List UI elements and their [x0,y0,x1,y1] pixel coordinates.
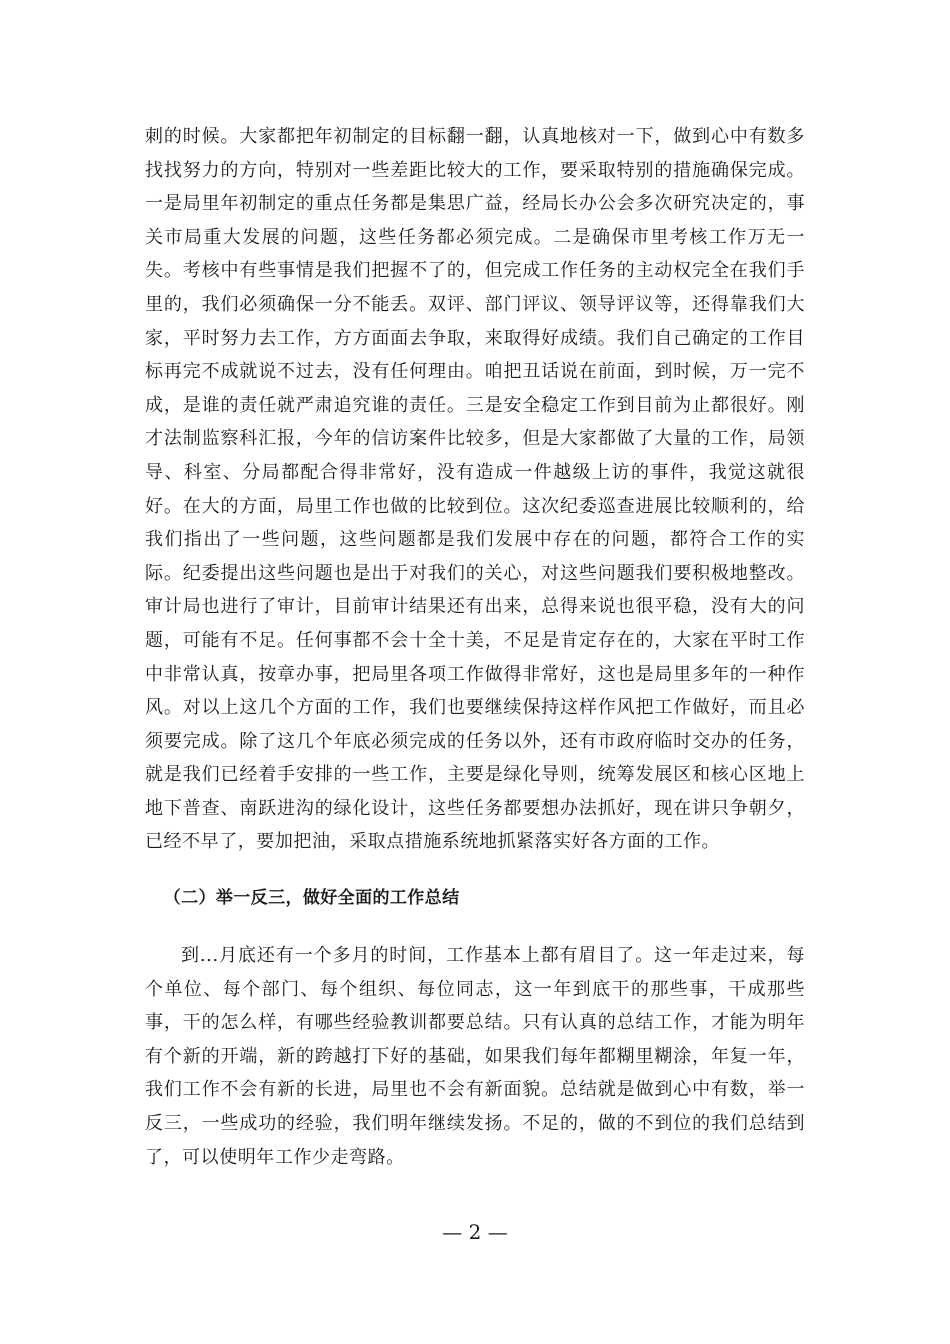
section-heading: （二）举一反三，做好全面的工作总结 [163,888,460,909]
body-paragraph: 刺的时候。大家都把年初制定的目标翻一翻，认真地核对一下，做到心中有数多找找努力的方向，特别对一些差距比较大的工作，要采取特别的措施确保完成。一是局里年初制定的重点任务都是集思广益，经局长办公会多次研究决定的，事关市局重大发展的问题，这些任务都必须完成。二是确保市里考核工作万无一失。考核中有些事情是我们把握不了的，但完成工作任务的主动权完全在我们手里的，我们必须确保一分不能丢。双评、部门评议、领导评议等，还得靠我们大家，平时努力去工作，方方面面去争取，来取得好成绩。我们自己确定的工作目标再完不成就说不过去，没有任何理由。咱把丑话说在前面，到时候，万一完不成，是谁的责任就严肃追究谁的责任。三是安全稳定工作到目前为止都很好。刚才法制监察科汇报，今年的信访案件比较多，但是大家都做了大量的工作，局领导、科室、分局都配合得非常好，没有造成一件越级上访的事件，我觉这就很好。在大的方面，局里工作也做的比较到位。这次纪委巡查进展比较顺利的，给我们指出了一些问题，这些问题都是我们发展中存在的问题，都符合工作的实际。纪委提出这些问题也是出于对我们的关心，对这些问题我们要积极地整改。审计局也进行了审计，目前审计结果还有出来，总得来说也很平稳，没有大的问题，可能有不足。任何事都不会十全十美，不足是肯定存在的，大家在平时工作中非常认真，按章办事，把局里各项工作做得非常好，这也是局里多年的一种作风。对以上这几个方面的工作，我们也要继续保持这样作风把工作做好，而且必须要完成。除了这几个年底必须完成的任务以外，还有市政府临时交办的任务，就是我们已经着手安排的一些工作，主要是绿化导则，统筹发展区和核心区地上地下普查、南跃进沟的绿化设计，这些任务都要想办法抓好，现在讲只争朝夕，已经不早了，要加把油，采取点措施系统地抓紧落实好各方面的工作。 [145,126,805,853]
body-paragraph: 到...月底还有一个多月的时间，工作基本上都有眉目了。这一年走过来，每个单位、每个部门、每个组织、每位同志，这一年到底干的那些事，干成那些事，干的怎么样，有哪些经验教训都要总结。只有认真的总结工作，才能为明年有个新的开端，新的跨越打下好的基础，如果我们每年都糊里糊涂，年复一年，我们工作不会有新的长进，局里也不会有新面貌。总结就是做到心中有数，举一反三，一些成功的经验，我们明年继续发扬。不足的，做的不到位的我们总结到了，可以使明年工作少走弯路。 [145,945,805,1168]
document-body [145,120,805,1174]
page-number: — 2 — [442,1220,508,1244]
